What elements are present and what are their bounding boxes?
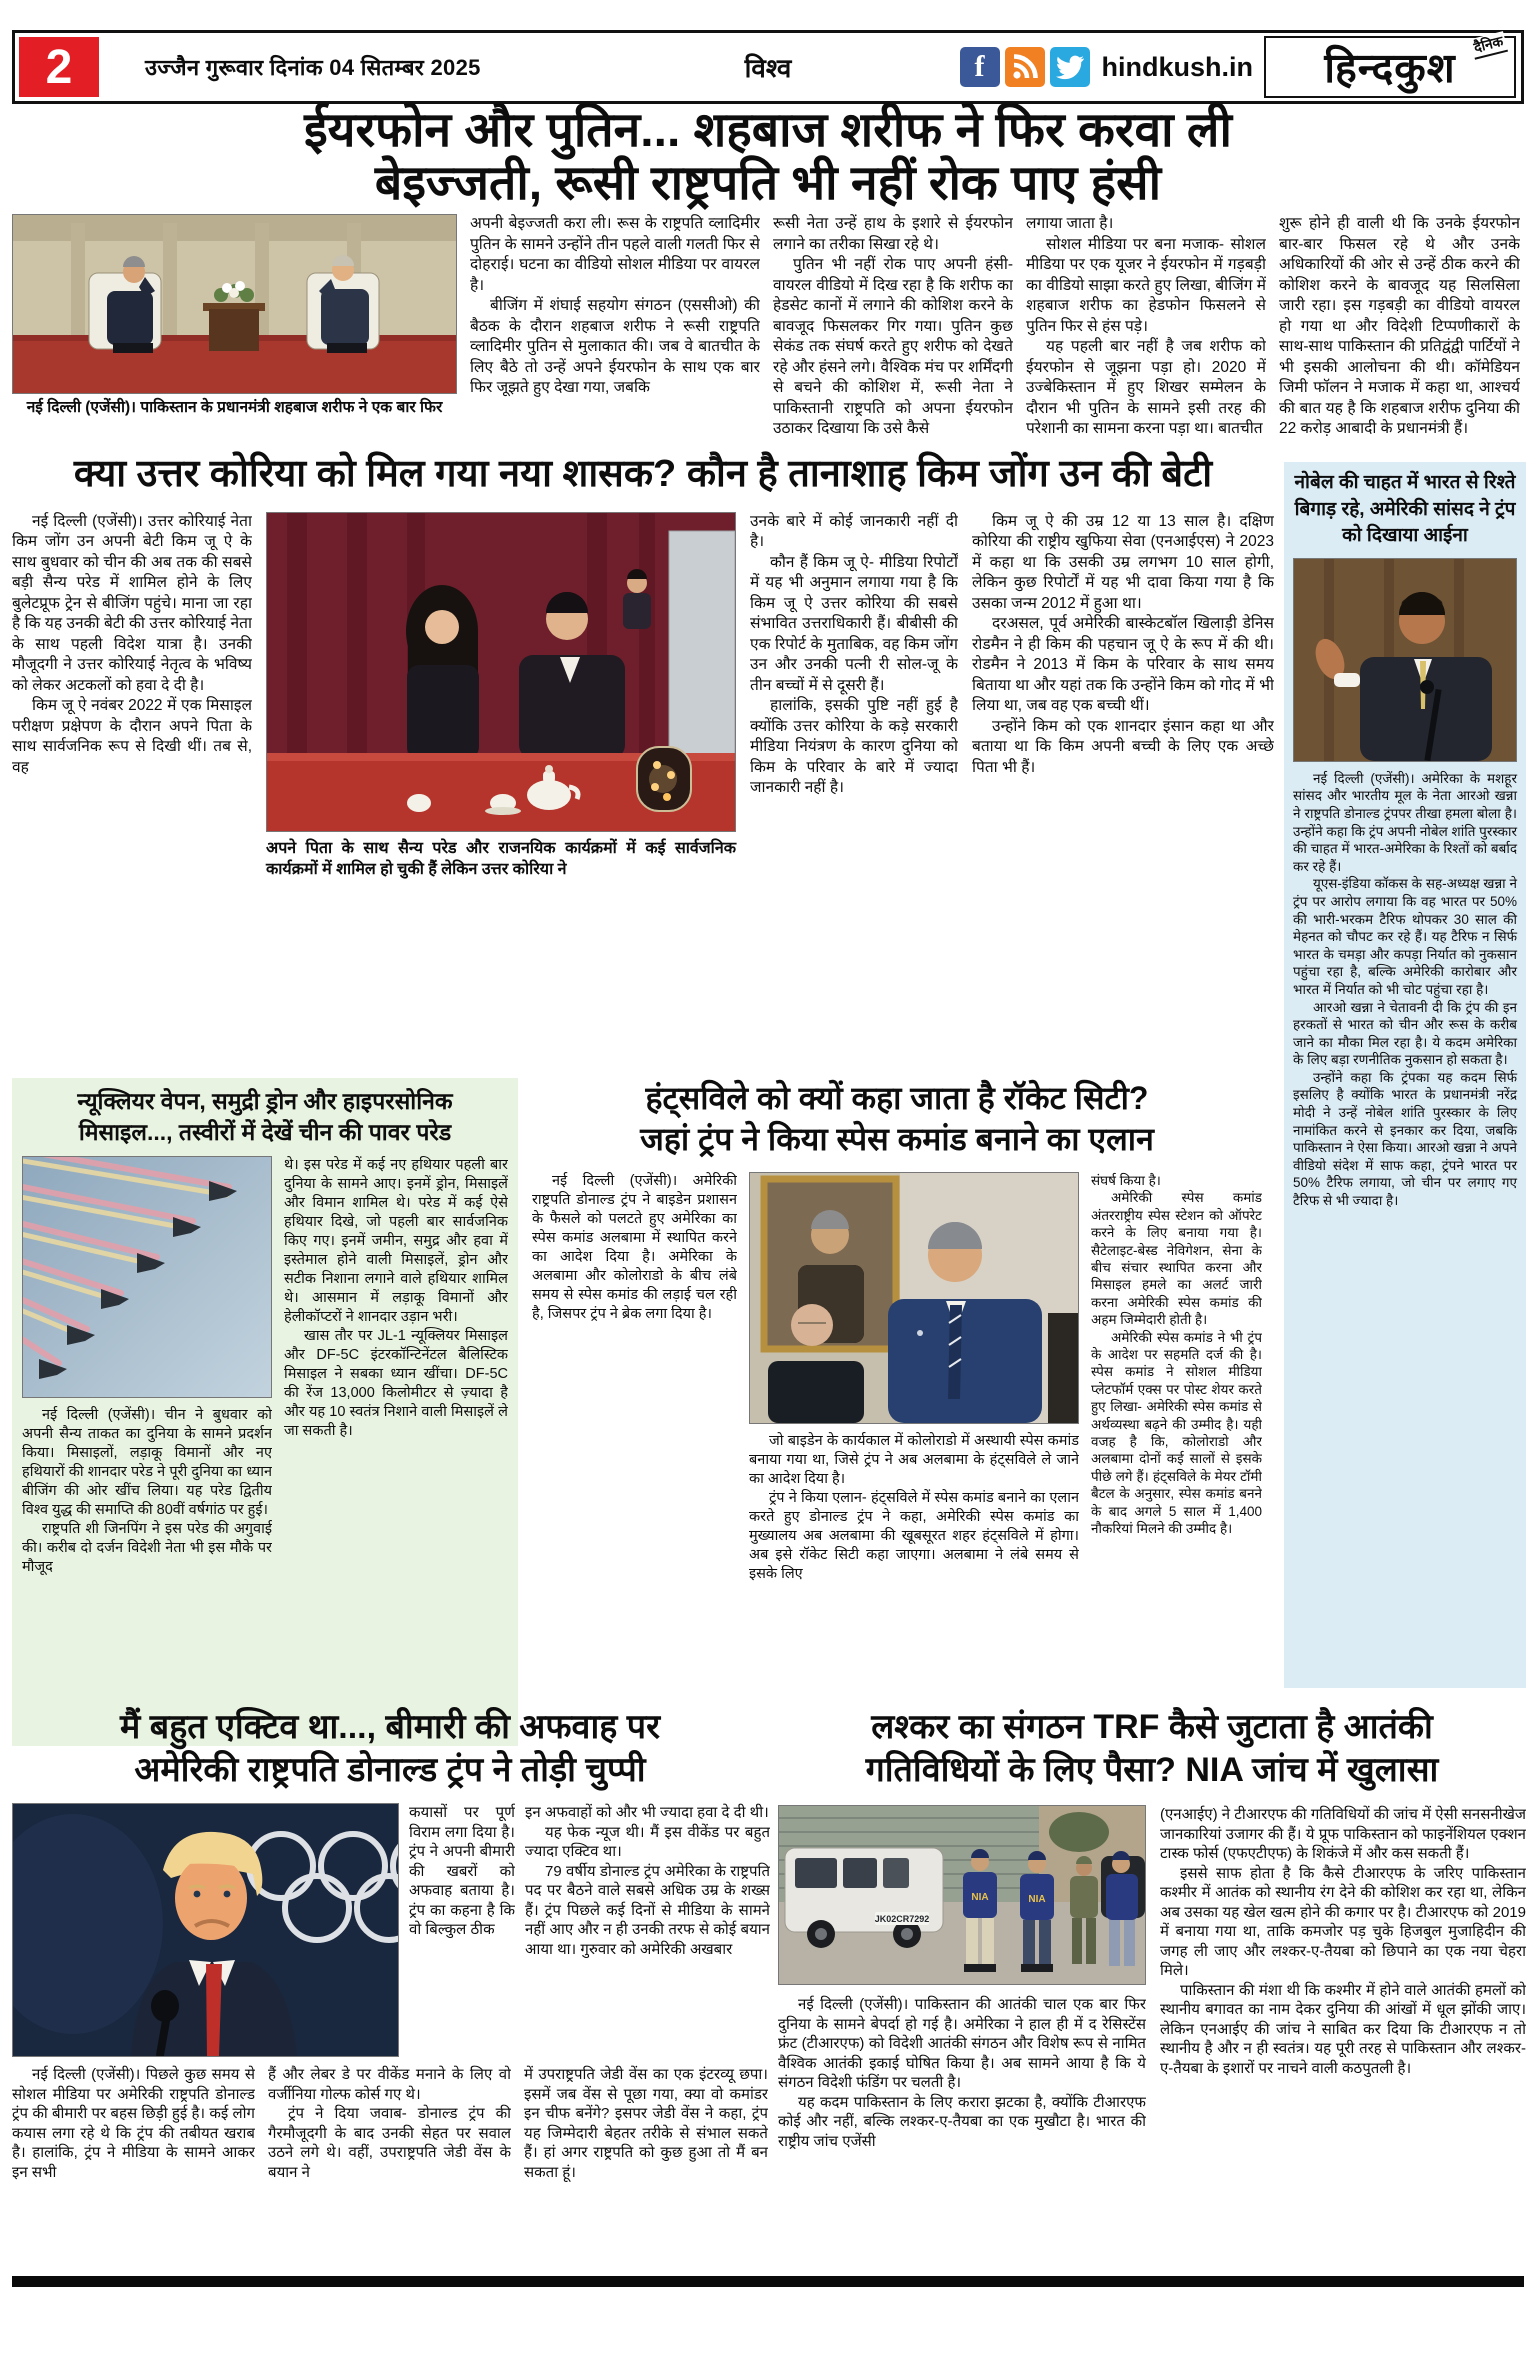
china-col-2: थे। इस परेड में कई नए हथियार पहली बार दुनिया के सामने आए। इनमें ड्रोन, मिसाइलें और विमान शामिल थे। परेड में कई ऐसे हथियार दिखे, जो पहली बार सार्वजनिक किए गए। इनमें जमीन, समुद्र और हवा में इस्तेमाल होने वाली मिसाइलें, ड्रोन और सटीक निशाना लगाने वाले हथियार शामिल थे। आसमान में लड़ाकू विमानों और हेलीकॉप्टरों ने शानदार उड़ान भरी। खास तौर पर JL-1 न्यूक्लियर मिसाइल और DF-5C इंटरकॉन्टिनेंटल बैलिस्टिक मिसाइल ने सबका ध्यान खींचा। DF-5C की रेंज 13,000 किलोमीटर से ज़्यादा है और यह 10 स्वतंत्र निशाने वाली मिसाइलें ले जा सकती है।	[284, 1157, 508, 1440]
nobel-para: यूएस-इंडिया कॉकस के सह-अध्यक्ष खन्ना ने ट्रंप पर आरोप लगाया कि वह भारत पर 50% की भारी-भरकम टैरिफ थोपकर 30 साल की मेहनत को चौपट कर रहे हैं। यह टैरिफ न सिर्फ भारत के चमड़ा और कपड़ा निर्यात को नुकसान पहुंचा रहा है, बल्कि अमेरिकी कारोबार और भारत में निर्यात को भी चोट पहुंचा रहा है।	[1293, 876, 1517, 997]
kim-figure	[266, 512, 736, 881]
china-col-1: नई दिल्ली (एजेंसी)। चीन ने बुधवार को अपनी सैन्य ताकत का दुनिया के सामने प्रदर्शन किया। मिसाइलों, लड़ाकू विमानों और नए हथियारों की शानदार परेड ने पूरी दुनिया का ध्यान बीजिंग की ओर खींच लिया। यह परेड द्वितीय विश्व युद्ध की समाप्ति की 80वीं वर्षगांठ पर हुई। राष्ट्रपति शी जिनपिंग ने इस परेड की अगुवाई की। करीब दो दर्जन विदेशी नेता भी इस मौके पर मौजूद	[22, 1407, 272, 1576]
trump-col-b: इन अफवाहों को और भी ज्यादा हवा दे दी थी। यह फेक न्यूज थी। मैं इस वीकेंड पर बहुत ज्यादा एक्टिव था। 79 वर्षीय डोनाल्ड ट्रंप अमेरिका के राष्ट्रपति पद पर बैठने वाले सबसे अधिक उम्र के शख्स हैं। ट्रंप पिछले कई दिनों से मीडिया के सामने नहीं आए और न ही उनकी तरफ से कोई बयान आया था। गुरुवार को अमेरिकी अखबार	[525, 1804, 770, 1958]
rss-icon[interactable]	[1005, 47, 1045, 87]
huntsville-col-3: संघर्ष किया है। अमेरिकी स्पेस कमांड अंतरराष्ट्रीय स्पेस स्टेशन को ऑपरेट करने के लिए बनाया गया है। सैटेलाइट-बेस्ड नेविगेशन, सेना के बीच संचार स्थापित करना और मिसाइल हमले का अलर्ट जारी करना अमेरिकी स्पेस कमांड की अहम जिम्मेदारी होती है। अमेरिकी स्पेस कमांड ने भी ट्रंप के आदेश पर सहमति दर्ज की है। स्पेस कमांड ने सोशल मीडिया प्लेटफॉर्म एक्स पर पोस्ट शेयर करते हुए लिखा- अमेरिकी स्पेस कमांड से अर्थव्यस्था बढ़ने की उम्मीद है। यही वजह है कि, कोलोराडो और अलबामा दोनों कई सालों से इसके पीछे लगे हैं। हंट्सविले के मेयर टॉमी बैटल के अनुसार, स्पेस कमांड बनने के बाद अगले 5 साल में 1,400 नौकरियां मिलने की उम्मीद है।	[1091, 1172, 1262, 1537]
lead-article	[12, 214, 1524, 452]
china-headline: न्यूक्लियर वेपन, समुद्री ड्रोन और हाइपरसोनिक मिसाइल..., तस्वीरों में देखें चीन की पावर परेड	[77, 1088, 453, 1146]
nia-vest-label: NIA	[971, 1892, 989, 1903]
trf-article	[778, 1706, 1526, 2151]
facebook-icon[interactable]: f	[960, 47, 1000, 87]
nobel-para: उन्होंने कहा कि ट्रंपका यह कदम सिर्फ इसलिए है क्योंकि भारत के प्रधानमंत्री नरेंद्र मोदी ने उन्हें नोबेल शांति पुरस्कार के लिए नामांकित करने से इनकार कर दिया, जबकि पाकिस्तान ने ऐसा किया। आरओ खन्ना ने अपने वीडियो संदेश में साफ कहा, ट्रंपने भारत पर 50% टैरिफ लगाया, जो चीन पर लगाए गए टैरिफ से भी ज्यादा है।	[1293, 1069, 1517, 1209]
nobel-para: आरओ खन्ना ने चेतावनी दी कि ट्रंप की इन हरकतों से भारत को चीन और रूस के करीब जाने का मौका मिल रहा है। ये कदम अमेरिका के लिए बड़ा रणनीतिक नुकसान हो सकता है।	[1293, 999, 1517, 1068]
twitter-bird-glyph	[1056, 53, 1084, 81]
nia-license-plate: JK02CR7292	[874, 1914, 930, 1924]
trf-col-2: (एनआईए) ने टीआरएफ की गतिविधियों की जांच में ऐसी सनसनीखेज जानकारियां उजागर की हैं। ये प्रूफ पाकिस्तान को फाइनेंशियल एक्शन टास्क फोर्स (एफएटीएफ) के शिकंजे में और कस सकती हैं। इससे साफ होता है कि कैसे टीआरएफ के जरिए पाकिस्तान कश्मीर में आतंक को स्थानीय रंग देने की कोशिश कर रहा था, लेकिन अब उसका यह खेल खत्म होने की कगार पर है। टीआरएफ को 2019 में बनाया गया था, ताकि कमजोर पड़ चुके हिजबुल मुजाहिदीन की जगह ली जाए और लश्कर-ए-तैयबा को छिपाने का एक नया चेहरा मिले। पाकिस्तान की मंशा थी कि कश्मीर में होने वाले आतंकी हमलों को स्थानीय बगावत का नाम देकर दुनिया की आंखों में धूल झोंकी जाए। लेकिन एनआईए की जांच ने साबित कर दिया कि टीआरएफ न तो स्थानीय है और न ही स्वतंत्र। यह पूरी तरह से पाकिस्तान और लश्कर-ए-तैयबा के इशारों पर नाचने वाली कठपुतली है।	[1160, 1806, 1526, 2077]
nobel-para: नई दिल्ली (एजेंसी)। अमेरिका के मशहूर सांसद और भारतीय मूल के नेता आरओ खन्ना ने राष्ट्रपति डोनाल्ड ट्रंपपर तीखा हमला बोला है। उन्होंने कहा कि ट्रंप अपनी नोबेल शांति पुरस्कार की चाहत में भारत-अमेरिका के रिश्तों को बर्बाद कर रहे हैं।	[1293, 770, 1517, 874]
trump-headline: मैं बहुत एक्टिव था..., बीमारी की अफवाह पर अमेरिकी राष्ट्रपति डोनाल्ड ट्रंप ने तोड़ी चुप्पी	[120, 1708, 660, 1789]
lead-headline	[12, 104, 1524, 210]
huntsville-col-1: नई दिल्ली (एजेंसी)। अमेरिकी राष्ट्रपति डोनाल्ड ट्रंप ने बाइडेन प्रशासन के फैसले को पलटते हुए अमेरिका का स्पेस कमांड अलबामा में स्थापित करने का आदेश दिया है। अमेरिका के अलबामा और कोलोराडो के बीच लंबे समय से स्पेस कमांड की लड़ाई चल रही है, जिसपर ट्रंप ने ब्रेक लगा दिया है।	[532, 1172, 737, 1322]
china-jets-photo	[22, 1156, 272, 1398]
nia-vest-label: NIA	[1028, 1894, 1046, 1905]
bottom-rule	[12, 2276, 1524, 2287]
kim-col-4: किम जू ऐ की उम्र 12 या 13 साल है। दक्षिण कोरिया की राष्ट्रीय खुफिया सेवा (एनआईएस) ने 2023 में कहा था कि उसकी उम्र लगभग 10 साल होगी, लेकिन कुछ रिपोर्टों में यह भी दावा किया गया है कि उसका जन्म 2012 में हुआ था। दरअसल, पूर्व अमेरिकी बास्केटबॉल खिलाड़ी डेनिस रोडमैन ने ही किम की पहचान जू ऐ के रूप में की थी। रोडमैन ने 2013 में किम के परिवार के साथ समय बिताया था और यहां तक कि उन्होंने किम को गोद में भी लिया था, जब वह एक बच्ची थीं। उन्होंने किम को एक शानदार इंसान कहा था और बताया था कि किम अपनी बच्ची के लिए एक अच्छे पिता भी हैं।	[972, 512, 1274, 776]
hegseth-photo	[749, 1172, 1079, 1424]
trump-col-a: कयासों पर पूर्ण विराम लगा दिया है। ट्रंप ने अपनी बीमारी की खबरों को अफवाह बताया है। ट्रंप का कहना है कि वो बिल्कुल ठीक	[409, 1804, 515, 1938]
page-number: 2	[19, 37, 99, 97]
lead-col-4: शुरू होने ही वाली थी कि उनके ईयरफोन बार-बार फिसल रहे थे और उनके अधिकारियों की ओर से उन्हें ठीक करने की कोशिश करने के बावजूद यह सिलसिला जारी रहा। इस गड़बड़ी का वीडियो वायरल हो गया था और विदेशी टिप्पणीकारों के साथ-साथ पाकिस्तान की प्रतिद्वंद्वी पार्टियों ने भी इसकी आलोचना की थी। कॉमेडियन जिमी फॉलन ने मजाक में कहा था, आश्चर्य की बात यह है कि शहबाज शरीफ दुनिया की 22 करोड़ आबादी के प्रधानमंत्री हैं।	[1279, 215, 1520, 437]
kim-col-1: नई दिल्ली (एजेंसी)। उत्तर कोरियाई नेता किम जोंग उन अपनी बेटी किम जू ऐ के साथ बुधवार को चीन की अब तक की सबसे बड़ी सैन्य परेड में शामिल होने के लिए बुलेटप्रूफ ट्रेन से बीजिंग पहुंचे। माना जा रहा है कि यह उनकी बेटी की उत्तर कोरियाई नेता के साथ पहली विदेश यात्रा है। उनकी मौजूदगी ने उत्तर कोरियाई नेतृत्व के भविष्य को लेकर अटकलों को हवा दे दी है। किम जू ऐ नवंबर 2022 में एक मिसाइल परीक्षण प्रक्षेपण के दौरान अपने पिता के साथ सार्वजनिक रूप से दिखी थीं। तब से, वह	[12, 512, 252, 776]
lead-caption: नई दिल्ली (एजेंसी)। पाकिस्तान के प्रधानमंत्री शहबाज शरीफ ने एक बार फिर	[26, 399, 443, 416]
ro-khanna-photo	[1293, 558, 1517, 762]
china-figure-column	[22, 1156, 272, 1577]
lead-headline-line1: ईयरफोन और पुतिन... शहबाज शरीफ ने फिर करवा ली	[304, 104, 1232, 157]
trf-figure-column	[778, 1805, 1146, 2151]
trf-headline: लश्कर का संगठन TRF कैसे जुटाता है आतंकी गतिविधियों के लिए पैसा? NIA जांच में खुलासा	[865, 1708, 1439, 1789]
putin-sharif-photo	[12, 214, 457, 394]
lead-figure	[12, 214, 457, 452]
masthead-logo	[1264, 32, 1516, 98]
trump-col-1: नई दिल्ली (एजेंसी)। पिछले कुछ समय से सोशल मीडिया पर अमेरिकी राष्ट्रपति डोनाल्ड ट्रंप की बीमारी पर बहस छिड़ी हुई है। कई लोग कयास लगा रहे थे कि ट्रंप की तबीयत खराब है। हालांकि, ट्रंप ने मीडिया के सामने आकर इन सभी	[12, 2066, 255, 2181]
huntsville-col-2: जो बाइडेन के कार्यकाल में कोलोराडो में अस्थायी स्पेस कमांड बनाया गया था, जिसे ट्रंप ने अब अलबामा के हंट्सविले ले जाने का आदेश दिया है। ट्रंप ने किया एलान- हंट्सविले में स्पेस कमांड बनाने का एलान करते हुए डोनाल्ड ट्रंप ने कहा, अमेरिकी स्पेस कमांड का मुख्यालय अब अलबामा की खूबसूरत शहर हंट्सविले में होगा। अब इसे रॉकेट सिटी कहा जाएगा। अलबामा ने लंबे समय से इसके लिए	[749, 1432, 1079, 1582]
huntsville-headline: हंट्सविले को क्यों कहा जाता है रॉकेट सिटी? जहां ट्रंप ने किया स्पेस कमांड बनाने का एलान	[640, 1080, 1154, 1157]
nobel-sidebar-article	[1284, 462, 1526, 1688]
rss-glyph	[1011, 53, 1039, 81]
trf-col-1: नई दिल्ली (एजेंसी)। पाकिस्तान की आतंकी चाल एक बार फिर दुनिया के सामने बेपर्दा हो गई है। अमेरिका ने हाल ही में द रेसिस्टेंस फ्रंट (टीआरएफ) को विदेशी आतंकी संगठन और विशेष रूप से नामित वैश्विक आतंकी इकाई घोषित किया है। अब सामने आया है कि ये संगठन विदेशी फंडिंग पर चलती है। यह कदम पाकिस्तान के लिए करारा झटका है, क्योंकि टीआरएफ कोई और नहीं, बल्कि लश्कर-ए-तैयबा का एक मुखौटा है। भारत की राष्ट्रीय जांच एजेंसी	[778, 1996, 1146, 2150]
nobel-headline: नोबेल की चाहत में भारत से रिश्ते बिगाड़ रहे, अमेरिकी सांसद ने ट्रंप को दिखाया आईना	[1294, 472, 1516, 547]
lead-col-2: रूसी नेता उन्हें हाथ के इशारे से ईयरफोन लगाने का तरीका सिखा रहे थे। पुतिन भी नहीं रोक पाए अपनी हंसी- वायरल वीडियो में दिख रहा है कि शरीफ का हेडसेट कानों में लगाने की कोशिश करने के बावजूद फिसलकर गिर गया। पुतिन कुछ सेकंड तक संघर्ष करते हुए शरीफ को देखते रहे और हंसने लगे। वैश्विक मंच पर शर्मिंदगी से बचने की कोशिश में, रूसी नेता ने पाकिस्तानी राष्ट्रपति को अपना ईयरफोन उठाकर दिखाया कि उसे कैसे	[773, 215, 1013, 437]
kim-col-3: उनके बारे में कोई जानकारी नहीं दी है। कौन हैं किम जू ऐ- मीडिया रिपोर्टों में यह भी अनुमान लगाया गया है कि किम जू ऐ उत्तर कोरिया की सबसे संभावित उत्तराधिकारी हैं। बीबीसी की एक रिपोर्ट के मुताबिक, वह किम जोंग उन और उनकी पत्नी री सोल-जू के तीन बच्चों में से दूसरी हैं। हालांकि, इसकी पुष्टि नहीं हुई है क्योंकि उत्तर कोरिया के कड़े सरकारी मीडिया नियंत्रण के कारण दुनिया को किम के परिवार के बारे में ज्यादा जानकारी नहीं है।	[750, 512, 958, 797]
trump-col-2: हैं और लेबर डे पर वीकेंड मनाने के लिए वो वर्जीनिया गोल्फ कोर्स गए थे। ट्रंप ने दिया जवाब- डोनाल्ड ट्रंप की गैरमौजूदगी के बाद उनकी सेहत पर सवाल उठने लगे थे। वहीं, उपराष्ट्रपति जेडी वेंस के बयान ने	[268, 2066, 511, 2181]
kim-article	[12, 452, 1274, 881]
trump-article	[12, 1706, 768, 2182]
lead-col-1: अपनी बेइज्जती करा ली। रूस के राष्ट्रपति व्लादिमीर पुतिन के सामने उन्होंने तीन पहले वाली गलती फिर से दोहराई। घटना का वीडियो सोशल मीडिया पर वायरल है। बीजिंग में शंघाई सहयोग संगठन (एससीओ) की बैठक के दौरान शहबाज शरीफ ने रूसी राष्ट्रपति व्लादिमीर पुतिन से मुलाकात की। जब वे बातचीत के लिए बैठे तो उन्हें अपने ईयरफोन के साथ एक बार फिर जूझते हुए देखा गया, जबकि	[470, 215, 760, 396]
kim-jong-un-daughter-photo	[266, 512, 736, 832]
masthead-tagline: दैनिक	[1470, 31, 1508, 60]
nia-raid-photo	[778, 1805, 1146, 1985]
website-link[interactable]: hindkush.in	[1101, 51, 1253, 82]
trump-col-3: में उपराष्ट्रपति जेडी वेंस का एक इंटरव्यू छपा। इसमें जब वेंस से पूछा गया, क्या वो कमांडर इन चीफ बनेंगे? इसपर जेडी वेंस ने कहा, ट्रंप यह जिम्मेदारी बेहतर तरीके से संभाल सकते हैं। हां अगर राष्ट्रपति को कुछ हुआ तो मैं बन सकता हूं।	[524, 2066, 768, 2181]
masthead-title: हिन्दकुश	[1324, 45, 1456, 91]
page-header	[12, 30, 1524, 104]
kim-caption: अपने पिता के साथ सैन्य परेड और राजनयिक कार्यक्रमों में कई सार्वजनिक कार्यक्रमों में शामिल हो चुकी हैं लेकिन उत्तर कोरिया ने	[266, 839, 736, 879]
kim-headline: क्या उत्तर कोरिया को मिल गया नया शासक? कौन है तानाशाह किम जोंग उन की बेटी	[73, 453, 1213, 495]
date-line: उज्जैन गुरूवार दिनांक 04 सितम्बर 2025	[145, 55, 481, 80]
twitter-icon[interactable]	[1050, 47, 1090, 87]
huntsville-figure-column	[749, 1172, 1079, 1584]
section-title: विश्व	[744, 53, 792, 83]
lead-col-3: लगाया जाता है। सोशल मीडिया पर बना मजाक- सोशल मीडिया पर एक यूजर ने ईयरफोन में गड़बड़ी का वीडियो साझा करते हुए लिखा, बीजिंग में शहबाज शरीफ का हेडफोन फिसलने से पुतिन फिर से हंस पड़े। यह पहली बार नहीं है जब शरीफ को ईयरफोन से जूझना पड़ा हो। 2020 में उज्बेकिस्तान में हुए शिखर सम्मेलन के दौरान भी पुतिन के सामने इसी तरह की परेशानी का सामना करना पड़ा था। बातचीत	[1026, 215, 1266, 437]
huntsville-article	[532, 1078, 1262, 1746]
nobel-figure	[1293, 558, 1517, 762]
trump-photo	[12, 1803, 399, 2057]
lead-headline-line2: बेइज्जती, रूसी राष्ट्रपति भी नहीं रोक पाए हंसी	[374, 157, 1162, 210]
china-parade-article	[12, 1078, 518, 1746]
